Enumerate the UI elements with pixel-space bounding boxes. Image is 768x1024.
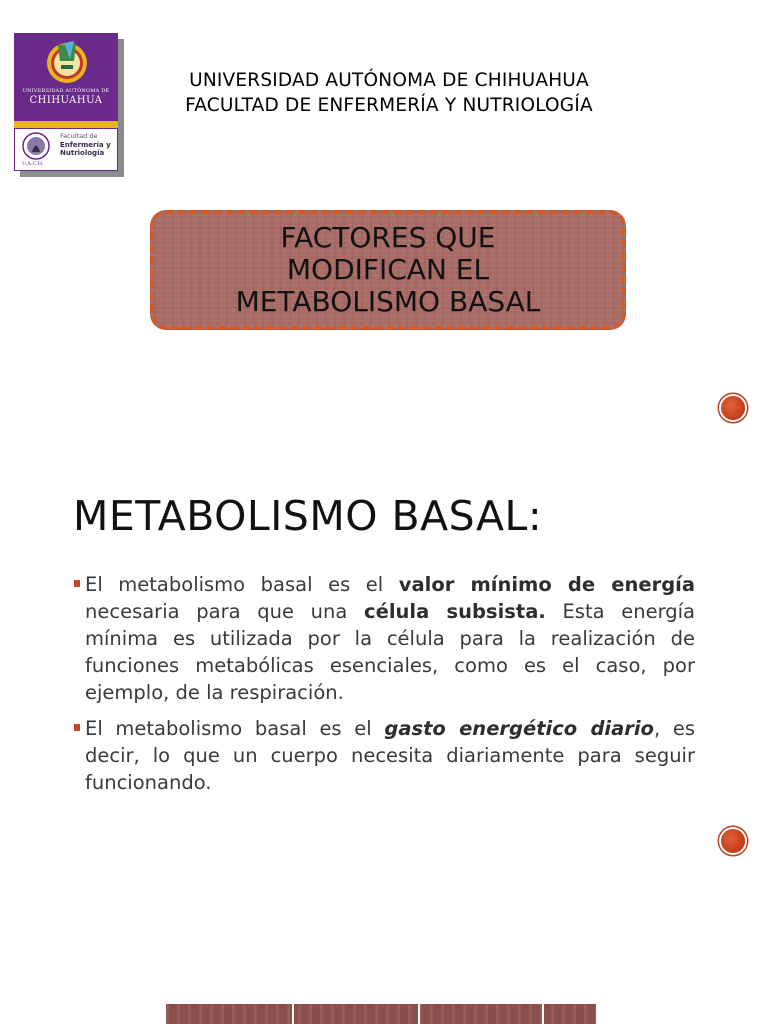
title-line-3: METABOLISMO BASAL [235, 285, 541, 318]
slide-title [154, 214, 622, 326]
logo-university-name [14, 88, 118, 106]
bullet1-bold-2: célula subsista. [364, 600, 546, 623]
title-line-1: FACTORES QUE [280, 221, 496, 254]
bullet-marker-icon [74, 580, 80, 587]
bottom-decorative-strip [166, 1004, 596, 1024]
logo-university-big: CHIHUAHUA [29, 95, 103, 106]
logo-badge-label: U.A.C.H. [22, 161, 44, 167]
strip-divider [418, 1004, 420, 1024]
bullet-marker-icon [74, 724, 80, 731]
logo-faculty-name [60, 132, 111, 158]
bullet-item-daily-expenditure [73, 715, 695, 796]
title-line-2: MODIFICAN EL [286, 253, 490, 286]
bullet2-text-1: El metabolismo basal es el [85, 717, 385, 740]
institution-header [150, 68, 628, 118]
university-logo [14, 33, 118, 171]
header-faculty: FACULTAD DE ENFERMERÍA Y NUTRIOLOGÍA [185, 95, 593, 116]
bullet-list [73, 571, 695, 805]
faculty-badge-icon [19, 131, 53, 161]
bullet1-text-3: Esta energía mínima es utilizada por la célula para la realización de funciones metabólicas esenciales, como es el caso, por ejemplo, de la respiración. [85, 600, 696, 704]
logo-faculty-line1: Facultad de [60, 132, 98, 140]
logo-university-small: UNIVERSIDAD AUTÓNOMA DE [22, 88, 110, 94]
section-heading: METABOLISMO BASAL: [73, 492, 543, 540]
bullet1-text-2: necesaria para que una [85, 600, 365, 623]
logo-gold-band [14, 121, 118, 128]
logo-faculty-line3: Nutriología [60, 149, 105, 157]
bullet1-bold-1: valor mínimo de energía [398, 573, 695, 596]
decorative-circle-icon [721, 829, 745, 853]
strip-divider [292, 1004, 294, 1024]
university-emblem-icon [44, 39, 90, 85]
bullet2-text-2: , es decir, lo que un cuerpo necesita diariamente para seguir funcionando. [85, 717, 695, 794]
bullet2-bold-italic: gasto energético diario [384, 717, 654, 740]
bullet-item-definition [73, 571, 695, 706]
header-university: UNIVERSIDAD AUTÓNOMA DE CHIHUAHUA [189, 70, 589, 91]
slide-title-box [150, 210, 626, 330]
strip-divider [542, 1004, 544, 1024]
decorative-circle-icon [721, 396, 745, 420]
logo-faculty-line2: Enfermería y [60, 140, 111, 149]
bullet1-text-1: El metabolismo basal es el [85, 573, 399, 596]
